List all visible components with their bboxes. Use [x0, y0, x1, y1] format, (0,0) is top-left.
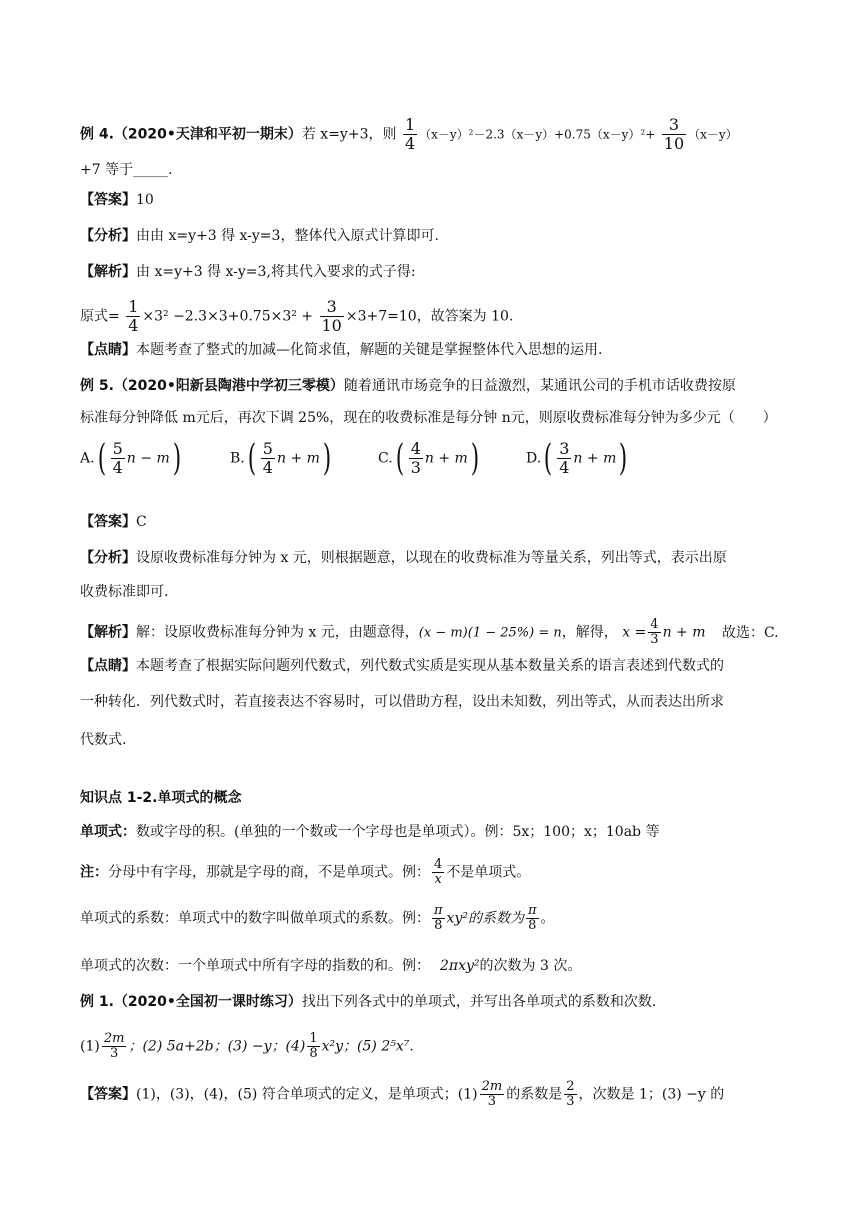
- ex5-analysis-1: 【分析】设原收费标准每分钟为 x 元，则根据题意，以现在的收费标准为等量关系，列出等式，表示出原: [80, 550, 727, 566]
- kp-note-fraction: $\frac{4}{x}$: [434, 857, 443, 887]
- ex5-question-line-1: 例 5.（2020•阳新县陶港中学初三零模）随着通讯市场竞争的日益激烈，某通讯公司的手机市话收费按原: [80, 378, 736, 394]
- ex4-heading: 例 4.（2020•天津和平初一期末）: [80, 126, 302, 143]
- ex5-heading: 例 5.（2020•阳新县陶港中学初三零模）: [80, 378, 344, 394]
- ex4-analysis: 【分析】由由 x=y+3 得 x-y=3，整体代入原式计算即可.: [80, 228, 439, 244]
- knowledge-point-title: 知识点 1-2.单项式的概念: [80, 790, 242, 806]
- ex5-comment-3: 代数式.: [80, 732, 127, 748]
- ex5-answer: 【答案】C: [80, 514, 147, 530]
- ex1-items: (1) $\frac{2m}{3}$ ；(2) 5a+2b；(3) −y；(4) $\frac{1}{8}$ x²y；(5) 2⁵x⁷.: [80, 1031, 414, 1061]
- kp-degree: 单项式的次数：一个单项式中所有字母的指数的和。例： 2πxy²的次数为 3 次。: [80, 958, 582, 974]
- ex4-formula: 原式= $\frac{1}{4}$ ×3² −2.3×3+0.75×3² + $\frac{3}{10}$ ×3+7=10，故答案为 10.: [80, 297, 514, 335]
- ex4-question-line-2: +7 等于_____.: [80, 162, 173, 178]
- ex4-question-line: [80, 116, 800, 153]
- ex4-condition: 若 x=y+3，则: [301, 126, 397, 143]
- ex5-option-c[interactable]: C.( $\frac{4}{3}$ n + m): [378, 437, 480, 479]
- ex5-option-a[interactable]: A.( $\frac{5}{4}$ n − m): [80, 437, 181, 479]
- ex5-question-line-2: 标准每分钟降低 m元后，再次下调 25%，现在的收费标准是每分钟 n元，则原收费标准每分钟为多少元（ ）: [80, 410, 777, 426]
- ex4-solution: 【解析】由 x=y+3 得 x-y=3,将其代入要求的式子得:: [80, 264, 416, 280]
- ex5-option-d[interactable]: D.( $\frac{3}{4}$ n + m): [526, 437, 628, 479]
- ex4-expression-b: （x－y）: [688, 127, 738, 142]
- ex4-fraction-1: $\frac{1}{4}$: [404, 115, 416, 153]
- ex4-formula-frac-2: $\frac{3}{10}$: [321, 297, 342, 335]
- ex1-answer: 【答案】(1)，(3)，(4)，(5) 符合单项式的定义，是单项式；(1) $\frac{2m}{3}$ 的系数是 $\frac{2}{3}$ ，次数是 1；(3) −y 的: [80, 1079, 725, 1109]
- ex4-formula-frac-1: $\frac{1}{4}$: [128, 297, 139, 335]
- kp-coef-fraction: $\frac{\pi}{8}$: [434, 903, 443, 933]
- ex4-comment: 【点睛】本题考查了整式的加减—化简求值，解题的关键是掌握整体代入思想的运用.: [80, 342, 603, 358]
- ex4-expression-a: （x－y）²－2.3（x－y）+0.75（x－y）²+: [419, 127, 656, 142]
- ex5-option-b[interactable]: B.( $\frac{5}{4}$ n + m): [230, 437, 332, 479]
- ex5-comment-2: 一种转化．列代数式时，若直接表达不容易时，可以借助方程，设出未知数，列出等式，从而表达出所求: [80, 694, 724, 710]
- ex1-heading: 例 1.（2020•全国初一课时练习）: [80, 994, 302, 1010]
- kp-coef-value: $\frac{\pi}{8}$: [527, 903, 537, 933]
- kp-coefficient: 单项式的系数：单项式中的数字叫做单项式的系数。例： $\frac{\pi}{8}$ xy²的系数为 $\frac{\pi}{8}$ 。: [80, 903, 555, 933]
- ex4-fraction-2: $\frac{3}{10}$: [663, 115, 685, 153]
- kp-note: 注：分母中有字母，那就是字母的商，不是单项式。例： $\frac{4}{x}$ 不是单项式。: [80, 857, 531, 887]
- ex5-solution: 【解析】解：设原收费标准每分钟为 x 元，由题意得，(x − m)(1 − 25%) = n，解得， x = $\frac{4}{3}$ n + m 故选：C.: [80, 617, 779, 647]
- ex5-comment-1: 【点睛】本题考查了根据实际问题列代数式，列代数式实质是实现从基本数量关系的语言表述到代数式的: [80, 658, 724, 674]
- ex1-question: 例 1.（2020•全国初一课时练习）找出下列各式中的单项式，并写出各单项式的系数和次数.: [80, 994, 657, 1010]
- kp-definition: 单项式：数或字母的积。(单独的一个数或一个字母也是单项式）。例：5x；100；x；10ab 等: [80, 824, 660, 840]
- ex4-answer: 【答案】10: [80, 192, 154, 208]
- ex5-analysis-2: 收费标准即可.: [80, 584, 169, 600]
